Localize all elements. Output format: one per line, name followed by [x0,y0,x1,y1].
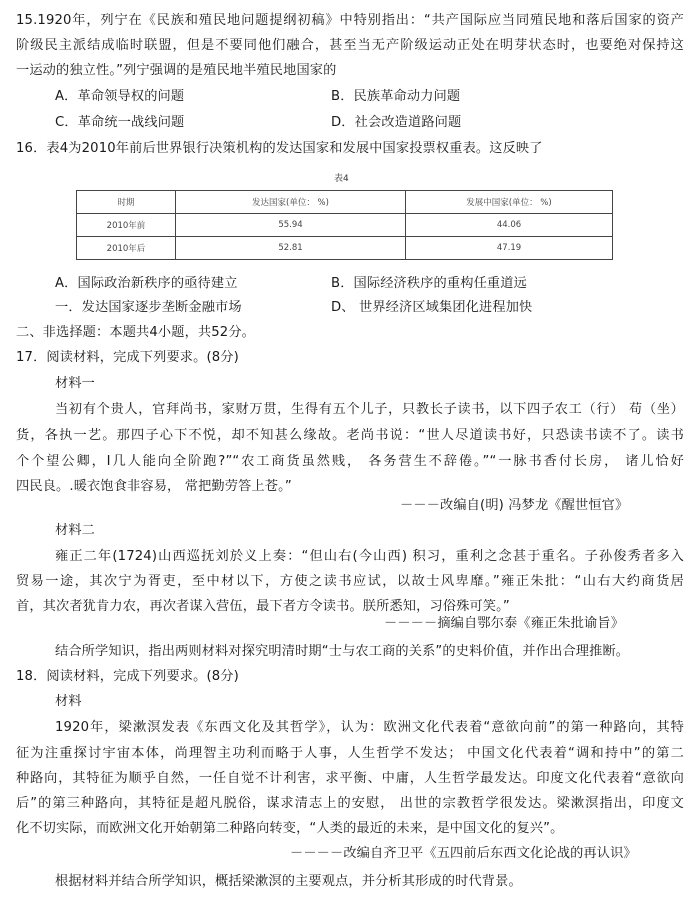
table-header-cell: 时期 [77,191,176,214]
q17-material-1-line: 四民良。.暖衣饱食非容易， 常把勤劳答上苍。” [16,479,292,494]
q16-stem: 16．表4为2010年前后世界银行决策机构的发达国家和发展中国家投票权重表。这反映了 [16,141,543,156]
q15-stem-line-3: 一运动的独立性。”列宁强调的是殖民地半殖民地国家的 [16,63,337,78]
q15-stem-line-1: 15.1920年，列宁在《民族和殖民地问题提纲初稿》中特别指出：“共产国际应当同殖民地和落后国家的资产 [16,13,684,28]
q17-material-2-source: －－－－摘编自鄂尔泰《雍正朱批谕旨》 [384,616,625,631]
table-cell: 47.19 [406,237,613,260]
q15-option-d: D．社会改造道路问题 [331,115,462,130]
q16-option-a: A．国际政治新秩序的亟待建立 [55,276,238,291]
table-cell: 52.81 [176,237,406,260]
table-caption: 表4 [334,174,349,184]
q18-material-line: 种路向，其特征为顺乎自然，一任自觉不计利害，求平衡、中庸，人生哲学最发达。印度文化代表着“意欲向 [16,771,684,786]
q17-material-1-source: －－－改编自(明) 冯梦龙《醒世恒官》 [400,498,629,513]
q17-material-1-title: 材料一 [55,376,96,391]
table-cell: 55.94 [176,214,406,237]
table-row [77,214,613,237]
q18-material-line: 化不切实际，而欧洲文化开始朝第二种路向转变，“人类的最近的未来，是中国文化的复兴”。 [16,821,564,836]
q16-option-d: D、 世界经济区域集团化进程加快 [331,300,533,315]
table-header-row [77,191,613,214]
table-cell: 2010年后 [77,237,176,260]
q18-material-source: －－－－改编自齐卫平《五四前后东西文化论战的再认识》 [290,846,637,861]
q17-material-2-line: 雍正二年(1724)山西巡抚刘於义上奏：“但山右(今山西) 积习，重利之念甚于重名。子孙俊秀者多入 [55,549,684,564]
q17-material-1-line: 货，各执一艺。那四子心下不悦，却不知甚么缘故。老尚书说：“世人尽道读书好，只恐读书读不了。读书 [16,428,684,443]
vote-weight-table [76,190,613,260]
table-row [77,237,613,260]
q17-material-1-line: 当初有个贵人，官拜尚书，家财万贯，生得有五个儿子，只教长子读书，以下四子农工（行） 苟（坐） [55,402,684,417]
q17-material-1-line: 个个望公卿，I几人能向全阶跑?”“农工商货虽然贱， 各务营生不辞倦。”“一脉书香付长房， 诸儿恰好 [16,454,684,469]
q16-option-b: B．国际经济秩序的重构任重道远 [331,276,527,291]
q18-material-line: 后”的第三种路向，其特征是超凡脱俗，谋求清志上的安慰， 出世的宗教哲学很发达。梁漱溟指出，印度文 [16,796,684,811]
table-header-cell: 发展中国家(单位： %) [406,191,613,214]
q18-material-line: 1920年，梁漱溟发表《东西文化及其哲学》，认为：欧洲文化代表着“意欲向前”的第一种路向，其特 [55,720,684,735]
q17-material-2-line: 首，其次者犹肯力农，再次者谋入营伍，最下者方令读书。朕所悉知，习俗殊可笑。” [16,599,510,614]
q15-option-b: B．民族革命动力问题 [331,89,461,104]
q18-stem: 18．阅读材料，完成下列要求。(8分) [16,669,239,684]
q17-material-2-line: 贸易一途，其次宁为胥吏，至中材以下，方使之读书应试，以故士风卑靡。”雍正朱批：“山右大约商货居 [16,574,684,589]
q17-task: 结合所学知识，指出两则材料对探究明清时期“士与农工商的关系”的史料价值，并作出合理推断。 [55,644,630,659]
table-cell: 44.06 [406,214,613,237]
table-header-cell: 发达国家(单位： %) [176,191,406,214]
q17-material-2-title: 材料二 [55,523,96,538]
q16-option-c: 一．发达国家逐步垄断金融市场 [55,300,242,315]
q18-material-line: 征为注重探讨宇宙本体，尚理智主功利而略于人事，人生哲学不发达； 中国文化代表着“调和持中”的第二 [16,746,684,761]
table-cell: 2010年前 [77,214,176,237]
q18-task: 根据材料并结合所学知识，概括梁漱溟的主要观点，并分析其形成的时代背景。 [55,874,522,889]
q15-option-c: C．革命统一战线问题 [55,115,185,130]
q18-material-title: 材料 [55,694,82,709]
section-heading: 二、非选择题：本题共4小题，共52分。 [16,325,256,340]
q17-stem: 17．阅读材料，完成下列要求。(8分) [16,350,239,365]
q15-option-a: A．革命领导权的问题 [55,89,185,104]
q15-stem-line-2: 阶级民主派结成临时联盟，但是不要同他们融合，甚至当无产阶级运动正处在明芽状态时，也要绝对保持这 [16,38,684,53]
